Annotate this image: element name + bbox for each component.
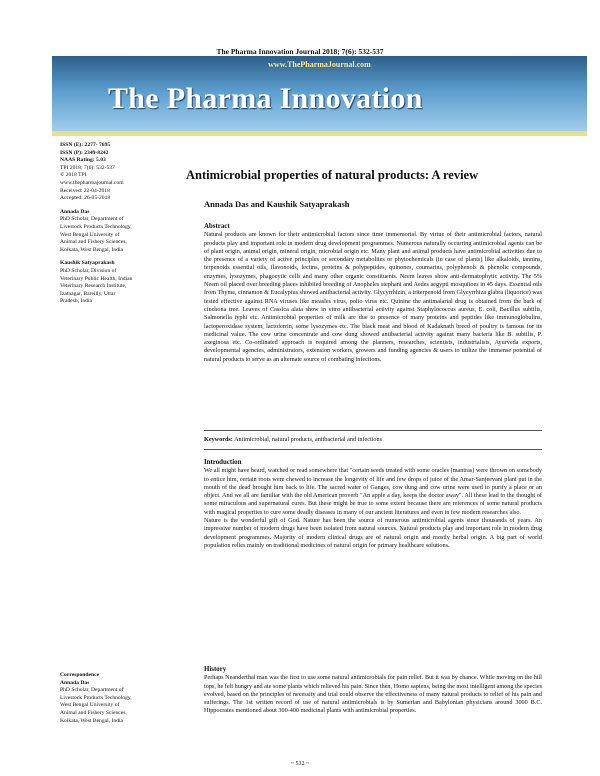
naas-rating: NAAS Rating: 5.03 bbox=[60, 157, 106, 164]
divider bbox=[204, 449, 542, 450]
history-section bbox=[204, 666, 542, 716]
keywords-section bbox=[204, 436, 542, 444]
issn-e: ISSN (E): 2277- 7695 bbox=[60, 142, 111, 148]
accepted-date: Accepted: 26-05-2018 bbox=[60, 195, 111, 202]
abstract-section bbox=[204, 223, 542, 364]
correspondence-affiliation-line: Livestock Products Technology, bbox=[60, 694, 132, 701]
introduction-section bbox=[204, 459, 542, 550]
correspondence-affiliation-line: Animal and Fishery Sciences, bbox=[60, 709, 127, 716]
history-heading: History bbox=[204, 666, 227, 673]
correspondence-heading: Correspondence bbox=[60, 672, 100, 678]
issn-p: ISSN (P): 2349-8242 bbox=[60, 149, 109, 156]
author1-affiliation-line: PhD Scholar, Department of bbox=[60, 216, 124, 223]
author1-name: Annada Das bbox=[60, 208, 90, 215]
author2-affiliation-line: Veterinary Research Institute, bbox=[60, 283, 127, 290]
correspondence-name: Annada Das bbox=[60, 679, 90, 686]
correspondence-affiliation-line: PhD Scholar, Department of bbox=[60, 687, 124, 694]
copyright: © 2018 TPI bbox=[60, 172, 87, 179]
journal-banner bbox=[52, 56, 587, 136]
correspondence-affiliation-line: Kolkata, West Bengal, India bbox=[60, 717, 123, 724]
journal-brand: The Pharma Innovation bbox=[108, 82, 423, 115]
tpi-citation: TPI 2018; 7(6): 532-537 bbox=[60, 164, 115, 171]
correspondence-block bbox=[60, 672, 168, 725]
abstract-body: Natural products are known for their antimicrobial factors since time immemorial. By virtue of their antimicrobial factors, natural products play and important role in modern drug development programmes. Numerous naturally occurring antimicrobial agents can be of plant origin, animal origin, mineral origin, microbial origin etc. Many plant and animal products have antimicrobial activities due to the presence of a variety of active principles or secondary metabolites or phytochemicals (in case of plants) like alkaloids, tannins, terpenoids essential oils, flavonoids, lectins, proteins & polypeptides, quinones, coumarins, polyphenols & phenolic compounds, enzymes, lysozymes, phagocytic cells and many other organic constituents. Neem leaves show anti-dermatophytic activity. The 5% Neem oil placed over breeding places inhibited breeding of Anopheles stephani and Aedes aegypti mosquitoes in 45 days. Essential oils from Thyme, cinnamon & Eucalyptus showed antibacterial activity. Glycyrrhizin, a triterpenoid from Glycyrrhiza glabra (liquorice) was tested effective against RNA viruses like measles virus, polio virus etc. Quinine the antimalarial drug is obtained from the bark of cinchona tree. Leaves of Cassica alata show in vitro antibacterial activity against Staphylococcus aureus, E. coli, Bacillus subtilis, Salmonella typhi etc. Antimicrobial properties of milk are due to presence of many proteins and peptides like immunoglobulins, lactoperoxidase system, lactoferrin, some lysozymes etc. The black meat and blood of Kadaknath breed of poultry is famous for its medicinal value. The cow urine concentrate and cow dung showed antibacterial activity against many bacteria like B. subtilis, P. axeginosa etc. Co-ordinated approach is required among the planners, researches, scientists, industrialists, Ayurveda exports, developmental agencies, administrators, extension workers, growers and funding agencies & users to utilize the immense potential of natural products to serve as an alternate source of combating infections. bbox=[204, 231, 542, 363]
journal-website[interactable]: www.thepharmajournal.com bbox=[60, 179, 124, 186]
article-title: Antimicrobial properties of natural products: A review bbox=[186, 168, 479, 182]
banner-underline bbox=[52, 131, 587, 136]
author1-affiliation-line: West Bengal University of bbox=[60, 231, 120, 238]
page-number: ~ 532 ~ bbox=[290, 761, 310, 767]
author1-affiliation-line: Kolkata, West Bengal, India bbox=[60, 246, 123, 253]
author2-affiliation-line: Veterinary Public Health, Indian bbox=[60, 275, 133, 282]
keywords-text: Antimicrobial, natural products, antibacterial and infections bbox=[232, 436, 383, 443]
history-paragraph: Perhaps Neanderthal man was the first to use some natural antimicrobials for pain relief. But it was by chance. While moving on the hill tops, he felt hungry and ate some plants which relieved his pain. Since then, Homo sapiens, being the most intelligent among the species evolved, based on the principles of necessity and trial could observe the effectiveness of many natural products to relief of his pain and sufferings. The 1st written record of use of natural antimicrobials is by Sumerian and Babylonian physicians around 3000 B.C. Hippocrates mentioned about 300-400 medicinal plants with antimicrobial properties. bbox=[204, 674, 542, 715]
journal-citation: The Pharma Innovation Journal 2018; 7(6): 532-537 bbox=[216, 47, 384, 56]
keywords-label: Keywords: bbox=[204, 436, 233, 443]
author1-affiliation-line: Animal and Fishery Sciences, bbox=[60, 239, 127, 246]
author2-affiliation-line: PhD Scholar, Division of bbox=[60, 267, 117, 274]
journal-url[interactable]: www.ThePharmaJournal.com bbox=[268, 60, 371, 69]
introduction-paragraph: We all might have heard, watched or read somewhere that "certain seeds treated with some oracles (mantras) were thrown on somebody to entice him, certain roots were chewed to increase the longevity of life and few drops of juice of the Amar-Sanjeevani plant put in the mouth of the dead brought him back to life. The sacred water of Ganges, cow dung and cow urine were used to purify a place or an object. And we all are familiar with the old American proverb "An apple a day, keeps the doctor away". All these lead to the thought of some miraculous and supernatural cures. But these might be true to some extent because there are references of some natural products with magical properties to cure some deadly diseases in many of our ancient literatures and even in few modern researches also. bbox=[204, 467, 542, 516]
article-authors: Annada Das and Kaushik Satyaprakash bbox=[204, 199, 350, 209]
sidebar-info bbox=[60, 142, 168, 724]
received-date: Received: 22-04-2018 bbox=[60, 187, 110, 194]
author2-affiliation-line: Izatnagar, Bareilly, Uttar bbox=[60, 290, 116, 297]
divider bbox=[204, 430, 542, 431]
introduction-paragraph: Nature is the wonderful gift of God. Nature has been the source of numerous antimicrobial agents since thousands of years. An impressive number of modern drugs have been isolated from natural sources. Natural products play and important role in modern drug development programmes. Majority of modern clinical drugs are of natural origin and mostly herbal origin. A big part of world population relies mainly on traditional medicines of natural origin for primary healthcare solutions. bbox=[204, 517, 542, 549]
author2-name: Kaushik Satyaprakash bbox=[60, 260, 115, 267]
author2-affiliation-line: Pradesh, India bbox=[60, 298, 93, 305]
introduction-heading: Introduction bbox=[204, 459, 242, 466]
author1-affiliation-line: Livestock Products Technology, bbox=[60, 223, 132, 230]
abstract-heading: Abstract bbox=[204, 223, 230, 230]
correspondence-affiliation-line: West Bengal University of bbox=[60, 702, 120, 709]
